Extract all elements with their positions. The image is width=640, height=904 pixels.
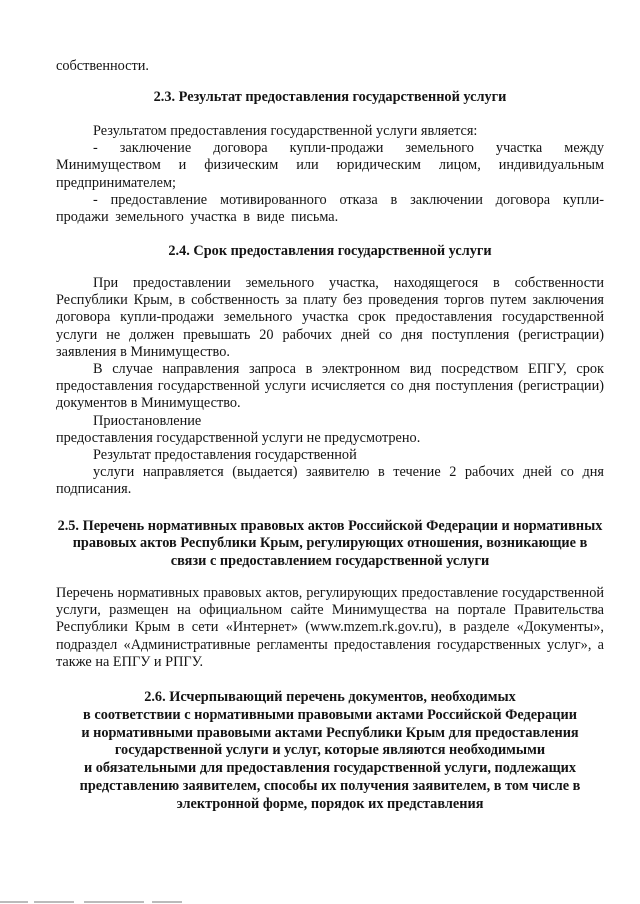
section-2-5-heading: 2.5. Перечень нормативных правовых актов Российской Федерации и нормативных правовых актов Республики Крым, регулирующих отношения, возникающие в связи с предоставлением государственной услуги [57, 517, 603, 570]
section-2-3-intro: Результатом предоставления государственной услуги является: [93, 123, 478, 139]
section-2-3-item-refusal: - предоставление мотивированного отказа в заключении договора купли- продажи земельного участка в виде письма. [56, 191, 604, 226]
section-2-6-heading-line: представлению заявителем, способы их получения заявителем, в том числе в [79, 778, 581, 795]
section-2-4-paragraph-term: При предоставлении земельного участка, находящегося в собственности Республики Крым, в собственность за плату без проведения торгов путем заключения договора купли-продажи земельного участка срок предоставления государственной услуги не должен превышать 20 рабочих дней со дня поступления (регистрации) заявления в Минимущество. [56, 275, 604, 360]
section-2-6-heading-line: государственной услуги и услуг, которые являются необходимыми [114, 742, 546, 759]
section-2-6-heading-line: и нормативными правовыми актами Республики Крым для предоставления [81, 724, 579, 741]
section-2-4-heading: 2.4. Срок предоставления государственной услуги [168, 243, 492, 260]
scan-edge-mark [0, 899, 210, 904]
previous-page-continuation: собственности. [56, 58, 149, 74]
section-2-6-heading [56, 689, 604, 814]
section-2-4-paragraph-suspension-a: Приостановление [93, 412, 202, 429]
section-2-3-item-contract: - заключение договора купли-продажи земельного участка между Минимуществом и физическим или юридическим лицом, индивидуальным предпринимателем; [56, 140, 604, 191]
section-2-3-heading: 2.3. Результат предоставления государственной услуги [153, 89, 507, 106]
section-2-6-heading-line: электронной форме, порядок их представления [176, 795, 484, 812]
section-2-4-paragraph-result-b: услуги направляется (выдается) заявителю в течение 2 рабочих дней со дня подписания. [56, 464, 604, 498]
section-2-6-heading-line: и обязательными для предоставления государственной услуги, подлежащих [83, 760, 577, 777]
section-2-4-paragraph-suspension-b: предоставления государственной услуги не предусмотрено. [56, 429, 421, 446]
section-2-6-heading-line: 2.6. Исчерпывающий перечень документов, необходимых [144, 689, 516, 706]
section-2-4-paragraph-epgu: В случае направления запроса в электронном вид посредством ЕПГУ, срок предоставления государственной услуги исчисляется со дня поступления (регистрации) документов в Минимущество. [56, 361, 604, 412]
section-2-6-heading-line: в соответствии с нормативными правовыми актами Российской Федерации [83, 706, 577, 723]
section-2-5-paragraph: Перечень нормативных правовых актов, регулирующих предоставление государственной услуги, размещен на официальном сайте Минимущества на портале Правительства Республики Крым в сети «Интернет» (www.mzem.rk.gov.ru), в разделе «Документы», подраздел «Административные регламенты предоставления государственных услуг», а также на ЕПГУ и РПГУ. [56, 585, 604, 670]
section-2-4-paragraph-result-a: Результат предоставления государственной [93, 447, 357, 464]
